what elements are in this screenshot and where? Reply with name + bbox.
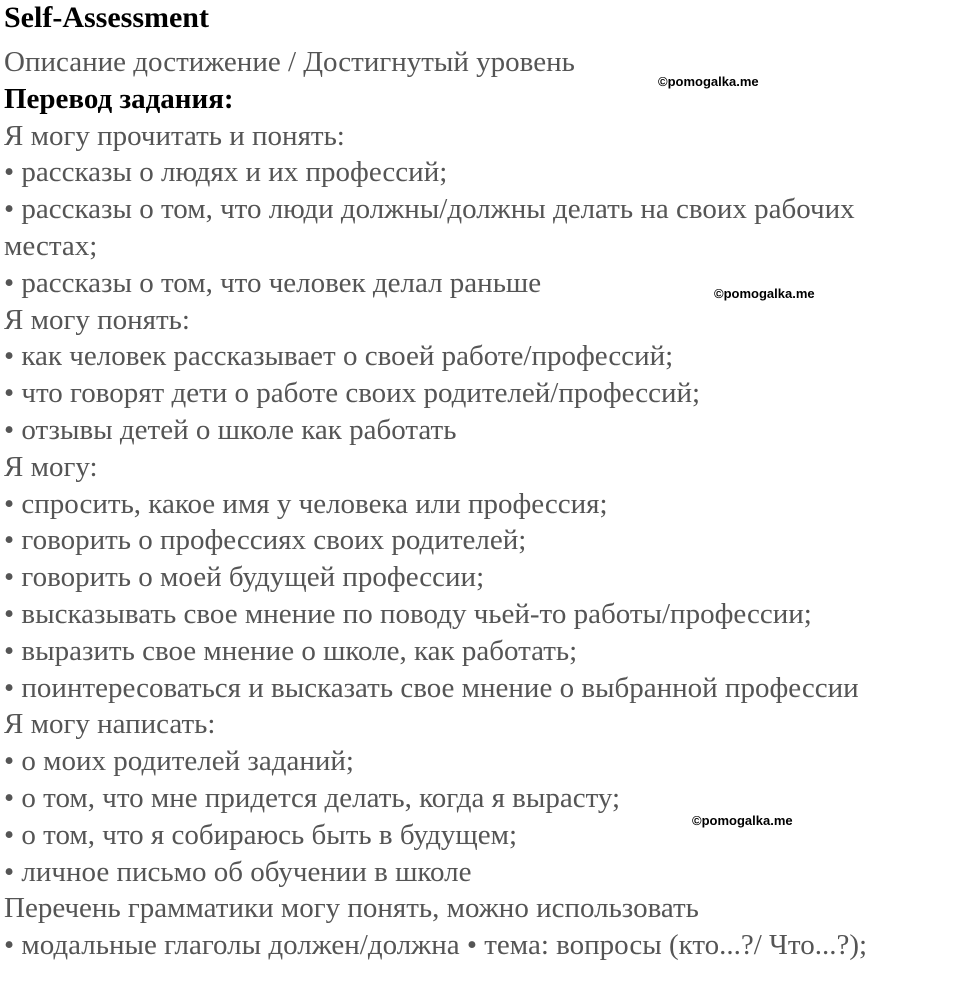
text-line: • говорить о профессиях своих родителей; xyxy=(4,524,527,557)
watermark: ©pomogalka.me xyxy=(692,813,793,828)
text-line: Я могу понять: xyxy=(4,303,190,336)
text-line: Перечень грамматики могу понять, можно использовать xyxy=(4,892,699,925)
text-line: • отзывы детей о школе как работать xyxy=(4,413,457,446)
text-line: Я могу: xyxy=(4,450,98,483)
section-heading: Перевод задания: xyxy=(4,82,234,115)
watermark: ©pomogalka.me xyxy=(714,286,815,301)
text-line: • о моих родителей заданий; xyxy=(4,745,354,778)
text-line: • поинтересоваться и высказать свое мнение о выбранной профессии xyxy=(4,671,859,704)
text-line: • модальные глаголы должен/должна • тема: вопросы (кто...?/ Что...?); xyxy=(4,929,868,962)
document-page xyxy=(4,0,954,964)
text-line: • о том, что мне придется делать, когда я вырасту; xyxy=(4,781,621,814)
text-line: • выразить свое мнение о школе, как работать; xyxy=(4,634,578,667)
text-line: • как человек рассказывает о своей работе/профессий; xyxy=(4,340,674,373)
text-line: Я могу прочитать и понять: xyxy=(4,119,345,152)
page-title: Self-Assessment xyxy=(4,1,209,34)
watermark: ©pomogalka.me xyxy=(658,74,759,89)
text-line: • высказывать свое мнение по поводу чьей-то работы/профессии; xyxy=(4,597,812,630)
text-line: • говорить о моей будущей профессии; xyxy=(4,561,485,594)
subtitle: Описание достижение / Достигнутый уровень xyxy=(4,46,575,78)
text-line: • о том, что я собираюсь быть в будущем; xyxy=(4,818,518,851)
text-line: • рассказы о том, что человек делал раньше xyxy=(4,266,542,299)
text-line: • рассказы о том, что люди должны/должны делать на своих рабочих xyxy=(4,193,855,226)
text-line: • личное письмо об обучении в школе xyxy=(4,855,472,888)
text-line: • что говорят дети о работе своих родителей/профессий; xyxy=(4,377,701,410)
text-line: местах; xyxy=(4,229,98,262)
text-line: Я могу написать: xyxy=(4,708,216,741)
text-line: • рассказы о людях и их профессий; xyxy=(4,156,448,189)
text-line: • спросить, какое имя у человека или профессия; xyxy=(4,487,608,520)
